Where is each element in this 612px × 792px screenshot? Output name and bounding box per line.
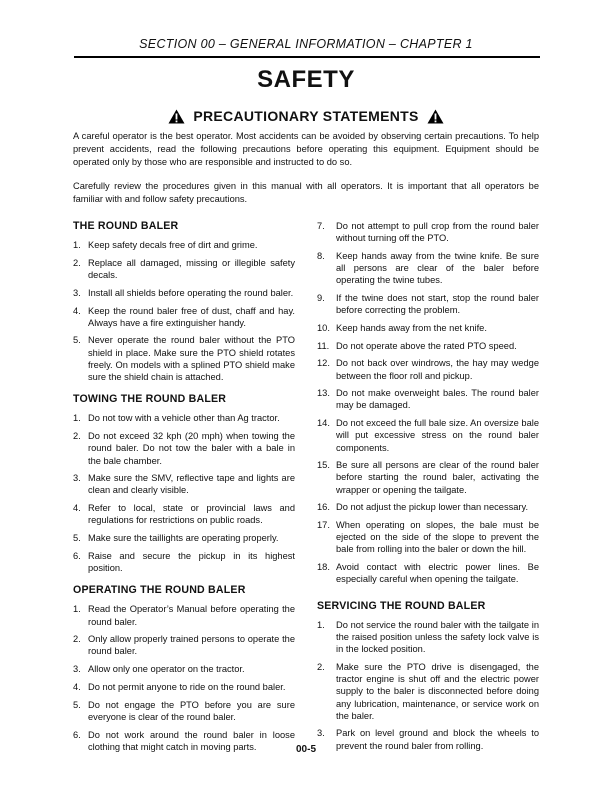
section-heading: THE ROUND BALER [73,220,179,232]
list-item: 2. Make sure the PTO drive is disengaged, the tractor engine is shut off and the electric power supply to the baler is disconnected before doing any lubrication, maintenance, or service work on the baler. [317,661,539,721]
warning-icon [427,109,444,127]
list-item: 12. Do not back over windrows, the hay may wedge between the floor roll and pickup. [317,358,539,381]
list-item: 11. Do not operate above the rated PTO speed. [317,340,517,351]
list-item: 3. Install all shields before operating the round baler. [73,287,294,298]
list-item: 6. Do not work around the round baler in loose clothing that might catch in moving parts. [73,729,295,752]
operating-list-continued [317,220,539,586]
subtitle [0,108,612,127]
towing-list [73,412,295,574]
list-item: 15. Be sure all persons are clear of the round baler before starting the round baler, activating the wrapper or opening the tailgate. [317,460,539,495]
warning-icon [168,109,185,127]
page-number: 00-5 [295,744,316,755]
chapter-header: SECTION 00 – GENERAL INFORMATION – CHAPTER 1 [139,37,473,51]
list-item: 3. Allow only one operator on the tractor. [73,664,245,675]
list-item: 16. Do not adjust the pickup lower than necessary. [317,502,529,513]
list-item: 2. Only allow properly trained persons to operate the round baler. [73,634,295,657]
list-item: 3. Make sure the SMV, reflective tape and lights are clean and clearly visible. [73,473,295,496]
section-heading: OPERATING THE ROUND BALER [73,584,246,597]
list-item: 8. Keep hands away from the twine knife. Be sure all persons are clear of the baler before operating the twine tubes. [317,250,539,286]
list-item: 7. Do not attempt to pull crop from the round baler without turning off the PTO. [317,221,539,244]
list-item: 1. Do not service the round baler with the tailgate in the raised position unless the safety lock valve is in the locked position. [317,619,539,655]
list-item: 17. When operating on slopes, the bale must be ejected on the side of the slope to prevent the bale from rolling into the baler or down the hill. [317,520,539,555]
list-item: 5. Make sure the taillights are operating properly. [73,533,279,544]
header-divider [74,56,540,58]
list-item: 18. Avoid contact with electric power lines. Be especially careful when opening the tailgate. [317,562,539,585]
intro-paragraph: Carefully review the procedures given in this manual with all operators. It is important that all operators be familiar with and follow safety precautions. [73,181,539,204]
left-column [73,220,295,763]
list-item: 4. Do not permit anyone to ride on the round baler. [73,681,286,692]
list-item: 4. Refer to local, state or provincial laws and regulations for restrictions on public roads. [73,503,295,526]
operating-list [73,603,295,753]
section-heading: SERVICING THE ROUND BALER [317,599,486,612]
list-item: 10. Keep hands away from the net knife. [317,322,487,333]
list-item: 1. Do not tow with a vehicle other than Ag tractor. [73,413,280,424]
list-item: 2. Replace all damaged, missing or illegible safety decals. [73,257,295,281]
list-item: 5. Do not engage the PTO before you are sure everyone is clear of the round baler. [73,699,295,722]
round-baler-list [73,239,295,383]
list-item: 2. Do not exceed 32 kph (20 mph) when towing the round baler. Do not tow the baler with a bale in the bale chamber. [73,431,295,466]
list-item: 9. If the twine does not start, stop the round baler before correcting the problem. [317,293,539,316]
list-item: 4. Keep the round baler free of dust, chaff and hay. Always have a fire extinguisher handy. [73,305,295,328]
subtitle-text: PRECAUTIONARY STATEMENTS [193,108,419,124]
list-item: 13. Do not make overweight bales. The round baler may be damaged. [317,388,539,411]
list-item: 1. Read the Operator’s Manual before operating the round baler. [73,604,295,627]
list-item: 5. Never operate the round baler without the PTO shield in place. Make sure the PTO shield rotates freely. On models with a splined PTO shield make sure the shield chain is attached. [73,335,295,383]
section-heading: TOWING THE ROUND BALER [73,393,227,406]
list-item: 3. Park on level ground and block the wheels to prevent the round baler from rolling. [317,728,539,751]
intro-paragraph: A careful operator is the best operator. Most accidents can be avoided by observing certain precautions. To help prevent accidents, read the following precautions before operating this equipment. Equipment should be operated only by those who are responsible and instructed to do so. [73,131,539,167]
list-item: 6. Raise and secure the pickup in its highest position. [73,550,295,573]
list-item: 1. Keep safety decals free of dirt and grime. [73,240,258,251]
page-title: SAFETY [257,66,355,93]
right-column [317,220,539,762]
list-item: 14. Do not exceed the full bale size. An oversize bale will put excessive stress on the round baler components. [317,418,539,453]
servicing-list [317,619,539,752]
